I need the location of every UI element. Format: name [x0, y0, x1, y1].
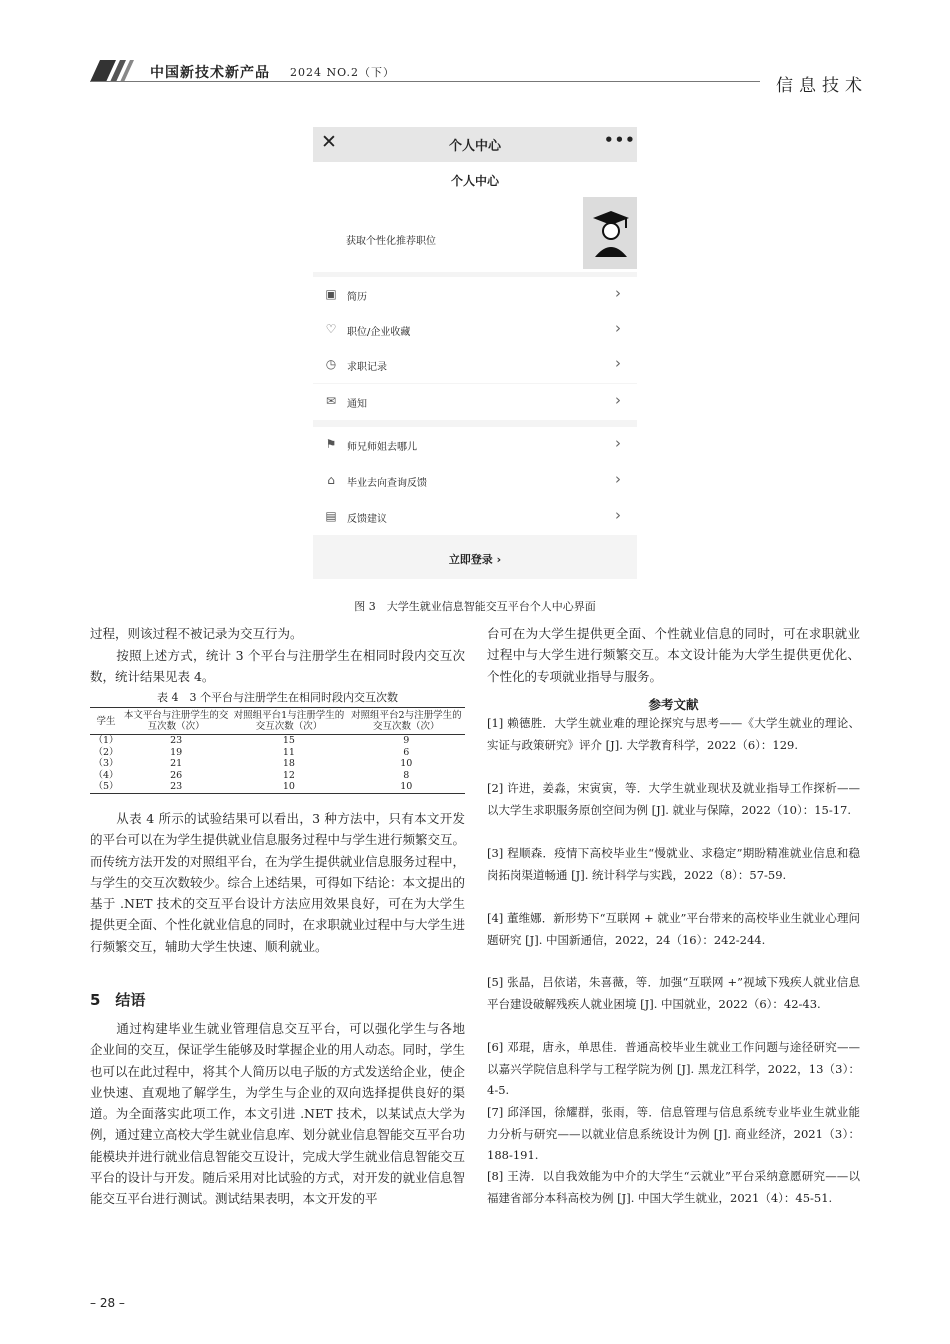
chevron-right-icon: ›: [615, 506, 621, 524]
chevron-right-icon: ›: [615, 470, 621, 488]
more-icon[interactable]: •••: [604, 131, 636, 149]
chevron-right-icon: ›: [615, 354, 621, 372]
reference-item: [8] 王涛．以自我效能为中介的大学生“云就业”平台采纳意愿研究——以福建省部分本科高校为例 [J]. 中国大学生就业，2021（4）：45-51.: [487, 1169, 860, 1205]
menu-item-label: 师兄师姐去哪儿: [347, 442, 417, 453]
table-cell: 9: [403, 735, 410, 746]
heart-icon: ♡: [325, 322, 337, 336]
chevron-right-icon: ›: [615, 319, 621, 337]
message-icon: ▤: [325, 509, 337, 523]
login-button[interactable]: 立即登录 ›: [448, 553, 502, 566]
mail-icon: ✉: [325, 394, 337, 408]
table-cell: 11: [282, 746, 295, 758]
table-cell: 18: [282, 758, 295, 769]
left-paragraph-3: 从表 4 所示的试验结果可以看出，3 种方法中，只有本文开发的平台可以在为学生提供就业信息服务过程中与学生进行频繁交互。而传统方法开发的对照组平台，在为学生提供就业信息服务过程中，与学生的交互次数较少。综合上述结果，可得如下结论：本文提出的基于 .NET 技术的交互平台设计方法应用效果良好，可在为大学生提供更全面、个性化就业信息的同时，在求职就业过程中与大学生进行频繁交互，辅助大学生快速、顺利就业。: [90, 811, 466, 954]
menu-item-favorites[interactable]: [313, 312, 637, 348]
phone-top-title: 个人中心: [448, 139, 501, 154]
avatar[interactable]: [583, 197, 637, 269]
signpost-icon: ⚑: [325, 437, 337, 451]
close-icon[interactable]: ✕: [321, 131, 337, 153]
table-row: [90, 781, 465, 793]
profile-card-title: 个人中心: [450, 174, 499, 188]
figure-caption: 图 3 大学生就业信息智能交互平台个人中心界面: [354, 600, 596, 613]
journal-name: 中国新技术新产品: [150, 65, 270, 81]
table-row: [90, 770, 465, 782]
reference-item: [2] 许进，姜淼，宋寅寅，等．大学生就业现状及就业指导工作探析——以大学生求职服务原创空间为例 [J]. 就业与保障，2022（10）：15-17.: [487, 781, 860, 817]
table-cell: 6: [403, 746, 410, 758]
table-cell: 8: [403, 769, 410, 781]
phone-top-bar: [313, 127, 637, 162]
table-cell: 23: [122, 781, 230, 793]
menu-item-label: 求职记录: [347, 362, 387, 373]
table-row: [90, 735, 465, 747]
reference-item: [3] 程顺森．疫情下高校毕业生“慢就业、求稳定”期盼精准就业信息和稳岗拓岗渠道畅通 [J]. 统计科学与实践，2022（8）：57-59.: [487, 846, 860, 882]
resume-icon: ▣: [325, 287, 337, 301]
table-cell: （4）: [93, 769, 119, 781]
table-cell: （5）: [90, 781, 122, 793]
menu-item-job-history[interactable]: [313, 347, 637, 383]
clock-icon: ◷: [325, 357, 337, 371]
table-header-cell: 本文平台与注册学生的交互次数（次）: [122, 708, 230, 735]
chevron-right-icon: ›: [615, 391, 621, 409]
issue-label: 2024 NO.2（下）: [290, 66, 395, 79]
personal-center-screenshot: [313, 127, 637, 579]
reference-item: [6] 邓琨，唐永，单思佳．普通高校毕业生就业工作问题与途径研究——以嘉兴学院信息科学与工程学院为例 [J]. 黑龙江科学，2022，13（3）：4-5.: [487, 1040, 860, 1098]
menu-item-label: 毕业去向查询反馈: [347, 478, 427, 489]
menu-item-resume[interactable]: [313, 277, 637, 313]
menu-item-label: 职位/企业收藏: [347, 327, 411, 338]
menu-item-graduate-feedback[interactable]: [313, 463, 637, 499]
left-paragraph-4: 通过构建毕业生就业管理信息交互平台，可以强化学生与各地企业间的交互，保证学生能够及时掌握企业的用人动态。同时，学生也可以在此过程中，将其个人简历以电子版的方式发送给企业，使企业快速、直观地了解学生，为学生与企业的双向选择提供良好的渠道。为全面落实此项工作，本文引进 .NET 技术，以某试点大学为例，通过建立高校大学生就业信息库、划分就业信息智能交互平台功能模块并进行就业信息智能交互设计，完成大学生就业信息智能交互平台的设计与开发。随后采用对比试验的方式，对开发的就业信息智能交互平台进行测试。测试结果表明，本文开发的平: [90, 1021, 466, 1207]
table-cell: 12: [282, 769, 295, 781]
menu-item-suggestions[interactable]: [313, 499, 637, 535]
table-row: [90, 747, 465, 759]
chevron-right-icon: ›: [615, 434, 621, 452]
table-header-cell: 学生: [90, 708, 122, 735]
page-number: – 28 –: [90, 1296, 125, 1310]
menu-item-alumni-destinations[interactable]: [313, 427, 637, 463]
table-row: [90, 758, 465, 770]
table-cell: 10: [348, 781, 465, 793]
table-cell: 26: [170, 769, 183, 781]
table-header-cell: 对照组平台2与注册学生的交互次数（次）: [348, 708, 465, 735]
recommend-jobs-link[interactable]: 获取个性化推荐职位: [346, 236, 436, 247]
profile-card: [313, 162, 637, 272]
reference-item: [7] 邱泽国，徐耀群，张雨，等．信息管理与信息系统专业毕业生就业能力分析与研究——以就业信息系统设计为例 [J]. 商业经济，2021（3）：188-191.: [487, 1105, 860, 1163]
graduate-avatar-icon: [583, 197, 637, 269]
references-heading: 参考文献: [648, 697, 699, 712]
menu-item-notifications[interactable]: [313, 384, 637, 420]
menu-item-label: 简历: [347, 292, 367, 303]
left-paragraph-1: 过程，则该过程不被记录为交互行为。: [90, 626, 303, 641]
table-cell: （2）: [93, 746, 119, 758]
table-cell: 23: [170, 735, 183, 746]
table-cell: 10: [400, 758, 413, 769]
interaction-count-table: [90, 707, 465, 794]
table-cell: 10: [230, 781, 347, 793]
section-label: 信息技术: [776, 76, 868, 96]
table-cell: 19: [170, 746, 183, 758]
section-heading: 5 结语: [90, 991, 146, 1009]
table-header-cell: 对照组平台1与注册学生的交互次数（次）: [230, 708, 347, 735]
reference-item: [1] 赖德胜．大学生就业难的理论探究与思考——《大学生就业的理论、实证与政策研究》评介 [J]. 大学教育科学，2022（6）：129.: [487, 716, 860, 752]
menu-item-label: 反馈建议: [347, 514, 387, 525]
chevron-right-icon: ›: [615, 284, 621, 302]
header-rule: [90, 81, 760, 82]
menu-item-label: 通知: [347, 399, 367, 410]
journal-logo-icon: [90, 60, 138, 82]
table-cell: 21: [170, 758, 183, 769]
reference-item: [5] 张晶，吕依诺，朱喜薇，等．加强“互联网 +”视域下残疾人就业信息平台建设破解残疾人就业困境 [J]. 中国就业，2022（6）：42-43.: [487, 975, 860, 1011]
table-cell: （1）: [93, 735, 119, 746]
table-caption: 表 4 3 个平台与注册学生在相同时段内交互次数: [157, 691, 398, 704]
right-paragraph-1: 台可在为大学生提供更全面、个性就业信息的同时，可在求职就业过程中与大学生进行频繁交互。本文设计能为大学生提供更优化、个性化的专项就业指导与服务。: [487, 626, 860, 684]
graduation-cap-icon: ⌂: [327, 473, 335, 487]
left-paragraph-2: 按照上述方式，统计 3 个平台与注册学生在相同时段内交互次数，统计结果见表 4。: [90, 648, 465, 685]
reference-item: [4] 董维娜．新形势下“互联网 + 就业”平台带来的高校毕业生就业心理问题研究 [J]. 中国新通信，2022，24（16）：242-244.: [487, 911, 860, 947]
table-cell: 15: [282, 735, 295, 746]
table-cell: （3）: [93, 758, 119, 769]
